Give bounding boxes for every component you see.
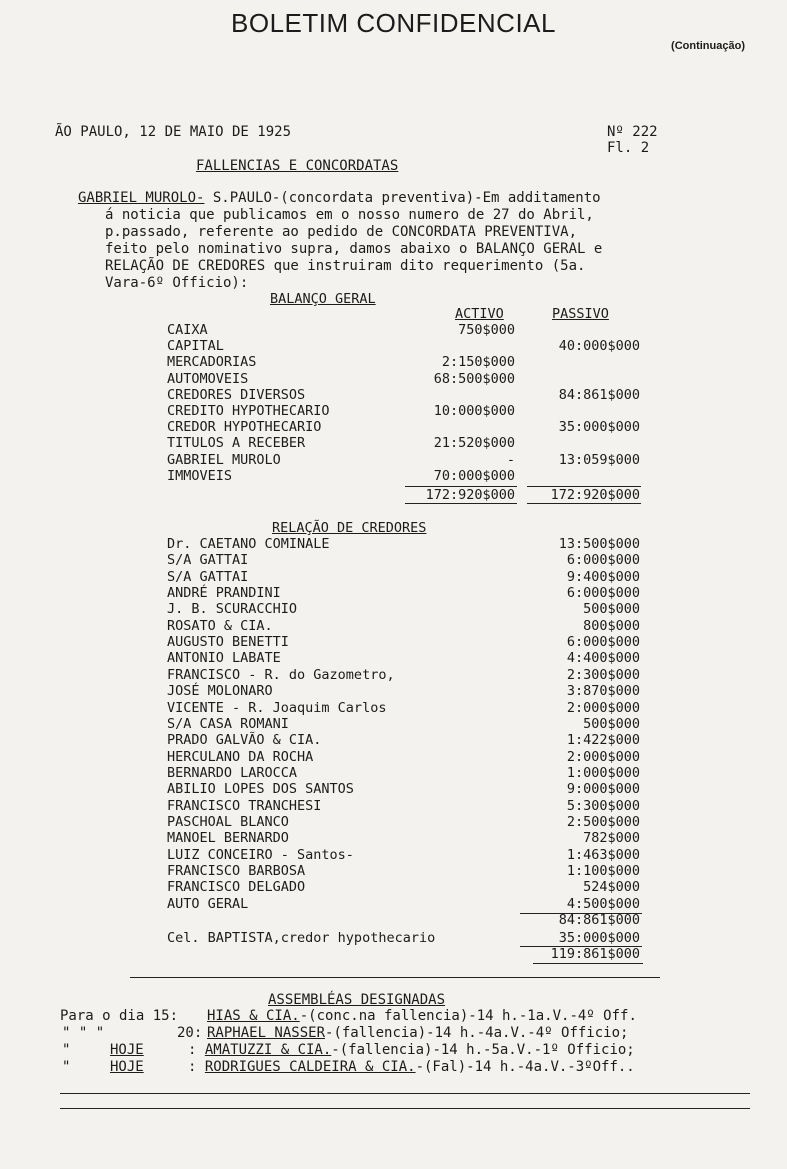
assemblies-top-rule [130, 977, 660, 978]
creditor-amount: 6:000$000 [566, 634, 640, 651]
creditor-amount: 800$000 [583, 617, 640, 634]
footer-rule-2 [60, 1108, 750, 1109]
assembly-firm: AMATUZZI & CIA. [204, 1042, 332, 1058]
creditor-name: FRANCISCO TRANCHESI [167, 797, 322, 814]
creditor-name: S/A GATTAI [167, 568, 249, 585]
creditor-row [0, 683, 787, 699]
creditor-row [0, 781, 787, 797]
creditor-row [0, 700, 787, 716]
section-title: FALLENCIAS E CONCORDATAS [196, 158, 399, 174]
assembly-detail [207, 1008, 637, 1024]
creditor-row [0, 863, 787, 879]
creditors-total-double-rule [533, 963, 643, 964]
balance-account-name: IMMOVEIS [167, 467, 233, 484]
creditor-name: ABILIO LOPES DOS SANTOS [167, 781, 354, 798]
balance-active-value: 750$000 [458, 322, 515, 338]
assembly-day: HOJE [110, 1059, 144, 1075]
balance-col-passive: PASSIVO [552, 306, 609, 322]
creditor-row [0, 650, 787, 666]
assembly-text: -(Fal)-14 h.-4a.V.-3ºOff.. [415, 1059, 635, 1075]
creditor-amount: 500$000 [583, 715, 640, 732]
assembly-detail [207, 1025, 628, 1041]
balance-row [0, 468, 787, 484]
creditor-name: MANOEL BERNARDO [167, 830, 289, 847]
notice-line-5: RELAÇÃO DE CREDORES que instruiram dito requerimento (5a. [105, 258, 586, 274]
balance-passive-value: 13:059$000 [558, 451, 640, 468]
balance-row [0, 452, 787, 468]
creditor-name: PRADO GALVÃO & CIA. [167, 732, 322, 749]
creditor-row [0, 618, 787, 634]
assembly-day: HOJE [110, 1042, 144, 1058]
notice-line-1-text: S.PAULO-(concordata preventiva)-Em additamento [204, 190, 601, 206]
creditor-name: J. B. SCURACCHIO [167, 601, 298, 618]
notice-line-1 [78, 190, 601, 206]
creditor-name: ROSATO & CIA. [167, 617, 273, 634]
balance-row [0, 387, 787, 403]
creditor-name: S/A GATTAI [167, 552, 249, 569]
creditor-amount: 4:400$000 [566, 650, 640, 667]
creditor-row [0, 749, 787, 765]
creditor-amount: 6:000$000 [566, 552, 640, 569]
creditor-row [0, 634, 787, 650]
assembly-text: -(fallencia)-14 h.-4a.V.-4º Officio; [325, 1025, 629, 1041]
balance-row [0, 338, 787, 354]
creditor-amount: 2:300$000 [566, 666, 640, 683]
creditor-amount: 1:000$000 [566, 764, 640, 781]
balance-account-name: GABRIEL MUROLO [167, 451, 281, 468]
assemblies-title: ASSEMBLÉAS DESIGNADAS [268, 992, 446, 1008]
creditor-name: JOSÉ MOLONARO [167, 683, 273, 700]
creditor-name: AUTO GERAL [167, 895, 249, 912]
creditor-name: PASCHOAL BLANCO [167, 813, 289, 830]
balance-active-value: 10:000$000 [433, 403, 515, 419]
creditor-amount: 9:400$000 [566, 568, 640, 585]
creditor-row [0, 814, 787, 830]
creditor-name: ANTONIO LABATE [167, 650, 281, 667]
creditor-amount: 500$000 [583, 601, 640, 618]
creditor-name: VICENTE - R. Joaquim Carlos [167, 699, 387, 716]
assembly-detail [188, 1042, 635, 1058]
balance-col-active: ACTIVO [455, 306, 504, 322]
balance-account-name: CAPITAL [167, 338, 224, 355]
balance-account-name: CREDITO HYPOTHECARIO [167, 403, 330, 419]
creditor-amount: 2:000$000 [566, 748, 640, 765]
balance-passive-value: 84:861$000 [558, 386, 640, 403]
creditor-name: BERNARDO LAROCCA [167, 764, 298, 781]
creditor-name: FRANCISCO - R. do Gazometro, [167, 666, 395, 683]
assembly-firm: RODRIGUES CALDEIRA & CIA. [204, 1059, 416, 1075]
creditors-subtotal: 84:861$000 [558, 912, 640, 928]
creditor-row [0, 716, 787, 732]
mortgage-value: 35:000$000 [558, 930, 640, 946]
creditor-name: HERCULANO DA ROCHA [167, 748, 314, 765]
creditor-amount: 1:463$000 [566, 846, 640, 863]
creditor-name: FRANCISCO BARBOSA [167, 863, 306, 879]
balance-account-name: TITULOS A RECEBER [167, 435, 306, 452]
creditor-name: LUIZ CONCEIRO - Santos- [167, 846, 354, 863]
assembly-separator: : [188, 1042, 205, 1058]
creditor-amount: 782$000 [583, 830, 640, 847]
balance-account-name: CREDORES DIVERSOS [167, 386, 306, 403]
bulletin-number: Nº 222 [607, 124, 658, 140]
assembly-text: -(fallencia)-14 h.-5a.V.-1º Officio; [331, 1042, 635, 1058]
creditor-amount: 2:000$000 [566, 699, 640, 716]
creditor-row [0, 552, 787, 568]
balance-row [0, 435, 787, 451]
balance-passive-double-rule [527, 503, 641, 504]
assembly-row [62, 1042, 762, 1060]
sheet-number: Fl. 2 [607, 140, 650, 156]
creditor-amount: 13:500$000 [558, 536, 640, 552]
creditor-row [0, 569, 787, 585]
creditor-amount: 9:000$000 [566, 781, 640, 798]
balance-account-name: CAIXA [167, 322, 208, 338]
assembly-text: -(conc.na fallencia)-14 h.-1a.V.-4º Off. [299, 1008, 637, 1024]
creditor-amount: 1:422$000 [566, 732, 640, 749]
creditor-row [0, 732, 787, 748]
creditor-row [0, 896, 787, 912]
balance-active-value: 68:500$000 [433, 370, 515, 387]
balance-total-passive: 172:920$000 [550, 487, 640, 503]
notice-line-2: á noticia que publicamos em o nosso numero de 27 do Abril, [105, 207, 594, 223]
continuation-note: (Continuação) [671, 40, 745, 52]
notice-line-4: feito pelo nominativo supra, damos abaixo o BALANÇO GERAL e [105, 241, 603, 257]
assembly-when: " " " [62, 1025, 105, 1041]
creditors-total: 119:861$000 [550, 946, 640, 962]
balance-active-value: - [506, 451, 515, 468]
balance-row [0, 419, 787, 435]
balance-account-name: MERCADORIAS [167, 354, 257, 371]
assembly-when: Para o dia 15: [60, 1008, 179, 1024]
notice-line-3: p.passado, referente ao pedido de CONCORDATA PREVENTIVA, [105, 224, 578, 240]
footer-rule-1 [60, 1093, 750, 1094]
assembly-row [62, 1059, 762, 1077]
balance-row [0, 354, 787, 370]
creditor-name: AUGUSTO BENETTI [167, 634, 289, 651]
creditor-row [0, 536, 787, 552]
creditor-name: S/A CASA ROMANI [167, 715, 289, 732]
balance-account-name: CREDOR HYPOTHECARIO [167, 419, 322, 436]
creditor-amount: 2:500$000 [566, 813, 640, 830]
creditor-name: FRANCISCO DELGADO [167, 879, 306, 896]
creditor-row [0, 765, 787, 781]
balance-row [0, 403, 787, 419]
creditor-row [0, 798, 787, 814]
balance-active-value: 70:000$000 [433, 467, 515, 484]
creditor-amount: 3:870$000 [566, 683, 640, 700]
creditor-amount: 1:100$000 [566, 863, 640, 879]
balance-passive-value: 35:000$000 [558, 419, 640, 436]
creditor-amount: 5:300$000 [566, 797, 640, 814]
creditor-name: Dr. CAETANO COMINALE [167, 536, 330, 552]
creditor-amount: 524$000 [583, 879, 640, 896]
creditor-row [0, 585, 787, 601]
assembly-row [62, 1008, 762, 1026]
notice-line-6: Vara-6º Officio): [105, 275, 249, 291]
mortgage-creditor: Cel. BAPTISTA,credor hypothecario [167, 930, 436, 946]
balance-active-double-rule [405, 503, 517, 504]
notice-lead: GABRIEL MUROLO- [78, 190, 205, 206]
balance-row [0, 322, 787, 338]
assembly-row [62, 1025, 762, 1043]
creditor-row [0, 879, 787, 895]
place-date: ÃO PAULO, 12 DE MAIO DE 1925 [55, 124, 292, 140]
creditor-row [0, 830, 787, 846]
balance-passive-value: 40:000$000 [558, 338, 640, 355]
assembly-detail [188, 1059, 635, 1075]
assembly-firm: RAPHAEL NASSER [207, 1025, 326, 1041]
creditor-row [0, 847, 787, 863]
assembly-when: " [62, 1042, 71, 1058]
assembly-when: " [62, 1059, 71, 1075]
balance-title: BALANÇO GERAL [270, 291, 376, 307]
creditors-title: RELAÇÃO DE CREDORES [272, 520, 427, 536]
assembly-firm: HIAS & CIA. [207, 1008, 300, 1024]
creditor-name: ANDRÉ PRANDINI [167, 585, 281, 602]
creditor-row [0, 601, 787, 617]
balance-row [0, 371, 787, 387]
creditor-amount: 6:000$000 [566, 585, 640, 602]
assembly-separator: : [188, 1059, 205, 1075]
assembly-day: 20: [177, 1025, 203, 1041]
balance-active-value: 21:520$000 [433, 435, 515, 452]
balance-account-name: AUTOMOVEIS [167, 370, 249, 387]
balance-total-active: 172:920$000 [425, 487, 515, 503]
bulletin-title: BOLETIM CONFIDENCIAL [231, 8, 556, 38]
creditor-amount: 4:500$000 [566, 895, 640, 912]
creditor-row [0, 667, 787, 683]
balance-active-value: 2:150$000 [441, 354, 515, 371]
